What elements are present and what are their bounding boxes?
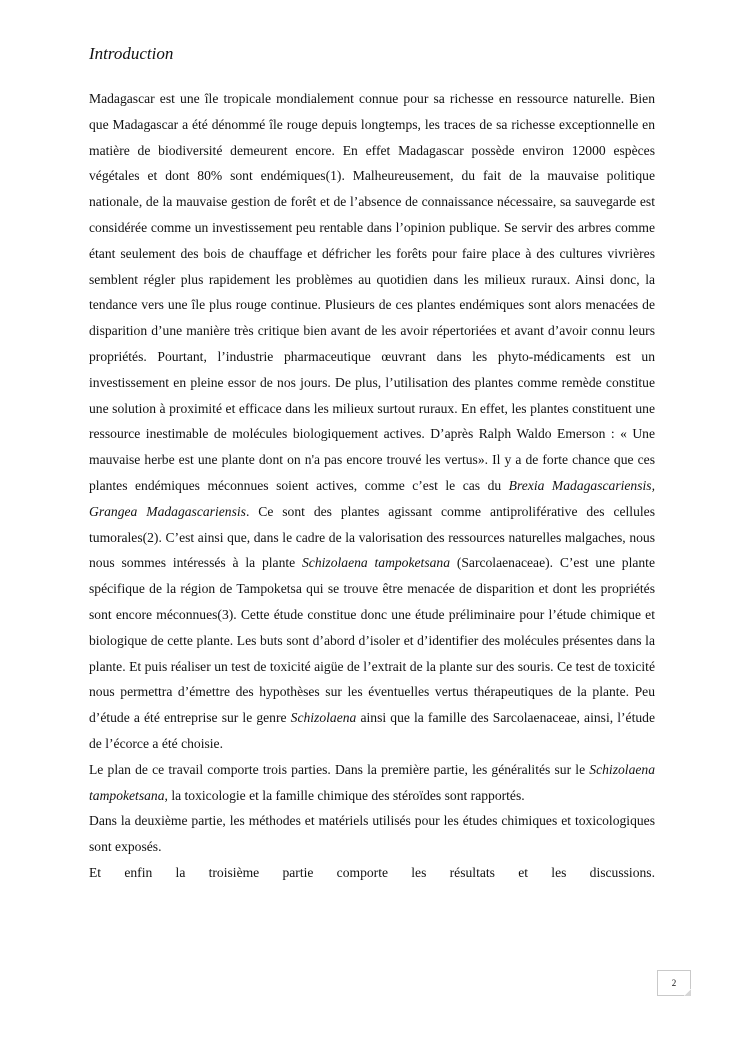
italic-run: Schizolaena [290, 710, 357, 726]
section-heading: Introduction [89, 44, 174, 63]
text-run: Dans la deuxième partie, les méthodes et matériels utilisés pour les études chimiques et toxicologiques sont exposés. [89, 813, 655, 855]
text-run: , la toxicologie et la famille chimique des stéroïdes sont rapportés. [164, 787, 525, 803]
italic-run: Brexia Madagascariensis, Grangea Madagascariensis [89, 477, 655, 519]
paragraph-part-three [89, 860, 655, 886]
text-run: Et enfin la troisième partie comporte les résultats et les discussions. [89, 864, 655, 880]
text-run: Le plan de ce travail comporte trois parties. Dans la première partie, les généralités sur le [89, 761, 590, 777]
page-number-box [657, 970, 691, 996]
paragraph-plan [89, 757, 655, 809]
page-number: 2 [671, 978, 677, 988]
italic-run: Schizolaena tampoketsana [89, 761, 655, 803]
text-run: . Ce sont des plantes agissant comme antiproliférative des cellules tumorales(2). C’est ainsi que, dans le cadre de la valorisation des ressources naturelles malgaches, nous nous sommes intéressés à la plante [89, 503, 655, 571]
paragraph-part-two [89, 808, 655, 860]
text-run: (Sarcolaenaceae). C’est une plante spécifique de la région de Tampoketsa qui se trouve être menacée de disparition et dont les propriétés sont encore méconnues(3). Cette étude constitue donc une étude préliminaire pour l’étude chimique et biologique de cette plante. Les buts sont d’abord d’isoler et d’identifier des molécules présentes dans la plante. Et puis réaliser un test de toxicité aigüe de l’extrait de la plante sur des souris. Ce test de toxicité nous permettra d’émettre des hypothèses sur les éventuelles vertus thérapeutiques de la plante. Peu d’étude a été entreprise sur le genre [89, 555, 655, 726]
italic-run: Schizolaena tampoketsana [302, 555, 451, 571]
text-run: Madagascar est une île tropicale mondialement connue pour sa richesse en ressource naturelle. Bien que Madagascar a été dénommé île rouge depuis longtemps, les traces de sa richesse exceptionnelle en matière de biodiversité demeurent encore. En effet Madagascar possède environ 12000 espèces végétales et dont 80% sont endémiques(1). Malheureusement, du fait de la mauvaise politique nationale, de la mauvaise gestion de forêt et de l’absence de connaissance nécessaire, sa sauvegarde est considérée comme un investissement peu rentable dans l’opinion publique. Se servir des arbres comme étant seulement des bois de chauffage et défricher les forêts pour faire place à des cultures vivrières semblent régler plus rapidement les problèmes au quotidien dans les milieux ruraux. Ainsi donc, la tendance vers une île plus rouge continue. Plusieurs de ces plantes endémiques sont alors menacées de disparition d’une manière très critique bien avant de les avoir répertoriées et avant d’avoir connu leurs propriétés. Pourtant, l’industrie pharmaceutique œuvrant dans les phyto-médicaments est un investissement en pleine essor de nos jours. De plus, l’utilisation des plantes comme remède constitue une solution à proximité et efficace dans les milieux surtout ruraux. En effet, les plantes constituent une ressource inestimable de molécules biologiquement actives. D’après Ralph Waldo Emerson : « Une mauvaise herbe est une plante dont on n'a pas encore trouvé les vertus». Il y a de forte chance que ces plantes endémiques méconnues soient actives, comme c’est le cas du [89, 91, 655, 493]
text-run: ainsi que la famille des Sarcolaenaceae, ainsi, l’étude de l’écorce a été choisie. [89, 710, 655, 751]
paragraph-intro [89, 86, 655, 757]
document-body [89, 86, 655, 886]
